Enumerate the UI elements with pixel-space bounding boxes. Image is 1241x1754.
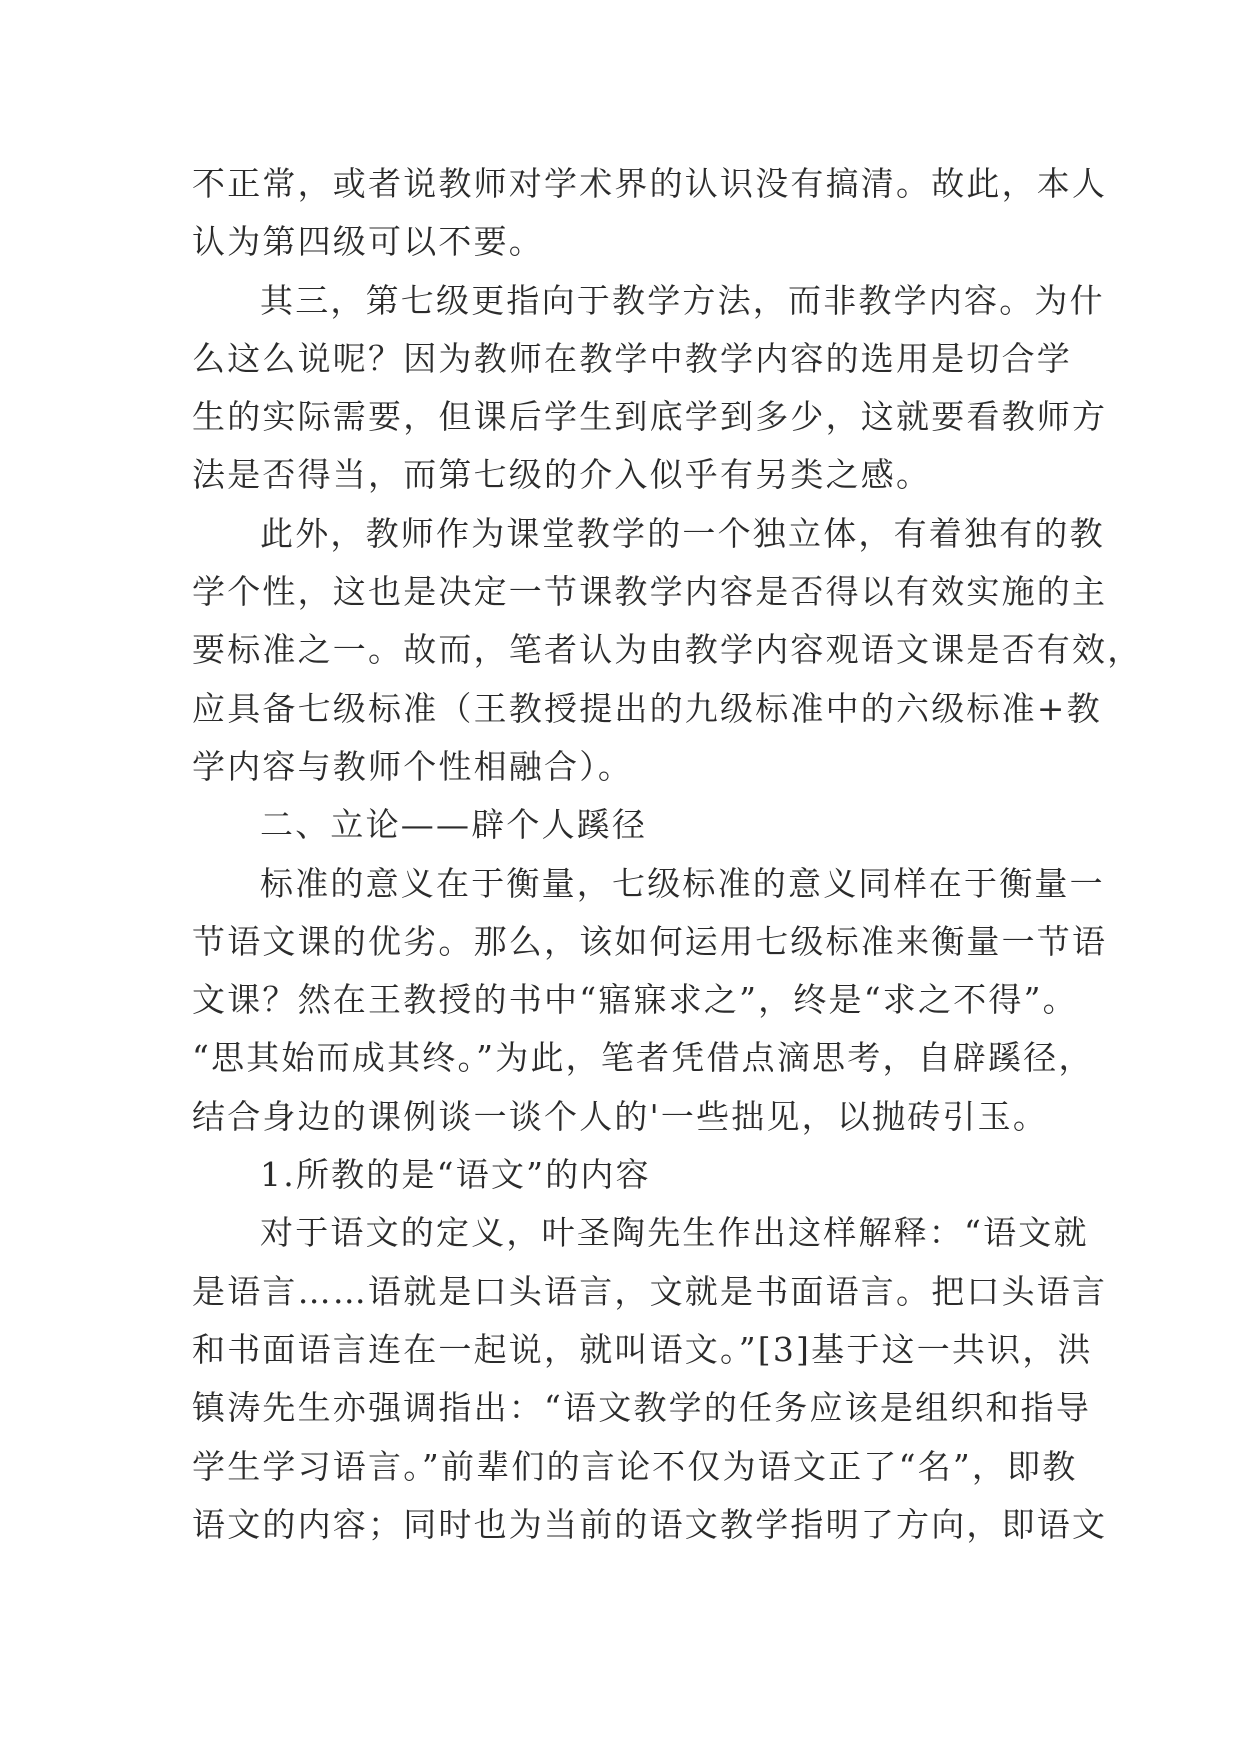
text-line: “思其始而成其终。”为此，笔者凭借点滴思考，自辟蹊径， — [192, 1038, 1094, 1078]
text-line: 认为第四级可以不要。 — [192, 222, 544, 262]
text-line: 对于语文的定义，叶圣陶先生作出这样解释：“语文就 — [260, 1213, 1089, 1253]
subsection-heading: 1.所教的是“语文”的内容 — [260, 1155, 651, 1195]
text-line: 结合身边的课例谈一谈个人的'一些拙见，以抛砖引玉。 — [192, 1096, 1049, 1136]
text-line: 学内容与教师个性相融合）。 — [192, 746, 634, 786]
text-line: 标准的意义在于衡量，七级标准的意义同样在于衡量一 — [260, 863, 1105, 903]
text-line: 此外，教师作为课堂教学的一个独立体，有着独有的教 — [260, 513, 1105, 553]
text-line: 和书面语言连在一起说，就叫语文。”[3]基于这一共识，洪 — [192, 1329, 1093, 1369]
text-line: 么这么说呢？因为教师在教学中教学内容的选用是切合学 — [192, 338, 1072, 378]
body-text — [192, 155, 1143, 1554]
text-line: 镇涛先生亦强调指出：“语文教学的任务应该是组织和指导 — [192, 1388, 1092, 1428]
text-line: 文课？然在王教授的书中“寤寐求之”，终是“求之不得”。 — [192, 980, 1078, 1020]
text-line: 节语文课的优劣。那么，该如何运用七级标准来衡量一节语 — [192, 921, 1108, 961]
text-line: 生的实际需要，但课后学生到底学到多少，这就要看教师方 — [192, 397, 1108, 437]
text-line: 学生学习语言。”前辈们的言论不仅为语文正了“名”，即教 — [192, 1446, 1078, 1486]
text-line: 是语言……语就是口头语言，文就是书面语言。把口头语言 — [192, 1271, 1108, 1311]
section-heading: 二、立论——辟个人蹊径 — [260, 805, 648, 845]
text-line: 学个性，这也是决定一节课教学内容是否得以有效实施的主 — [192, 572, 1108, 612]
text-line: 语文的内容；同时也为当前的语文教学指明了方向，即语文 — [192, 1504, 1108, 1544]
text-line: 法是否得当，而第七级的介入似乎有另类之感。 — [192, 455, 932, 495]
text-line: 要标准之一。故而，笔者认为由教学内容观语文课是否有效， — [192, 630, 1143, 670]
text-line: 应具备七级标准（王教授提出的九级标准中的六级标准+教 — [192, 688, 1102, 728]
text-line: 不正常，或者说教师对学术界的认识没有搞清。故此，本人 — [192, 164, 1108, 203]
text-line: 其三，第七级更指向于教学方法，而非教学内容。为什 — [260, 280, 1105, 320]
